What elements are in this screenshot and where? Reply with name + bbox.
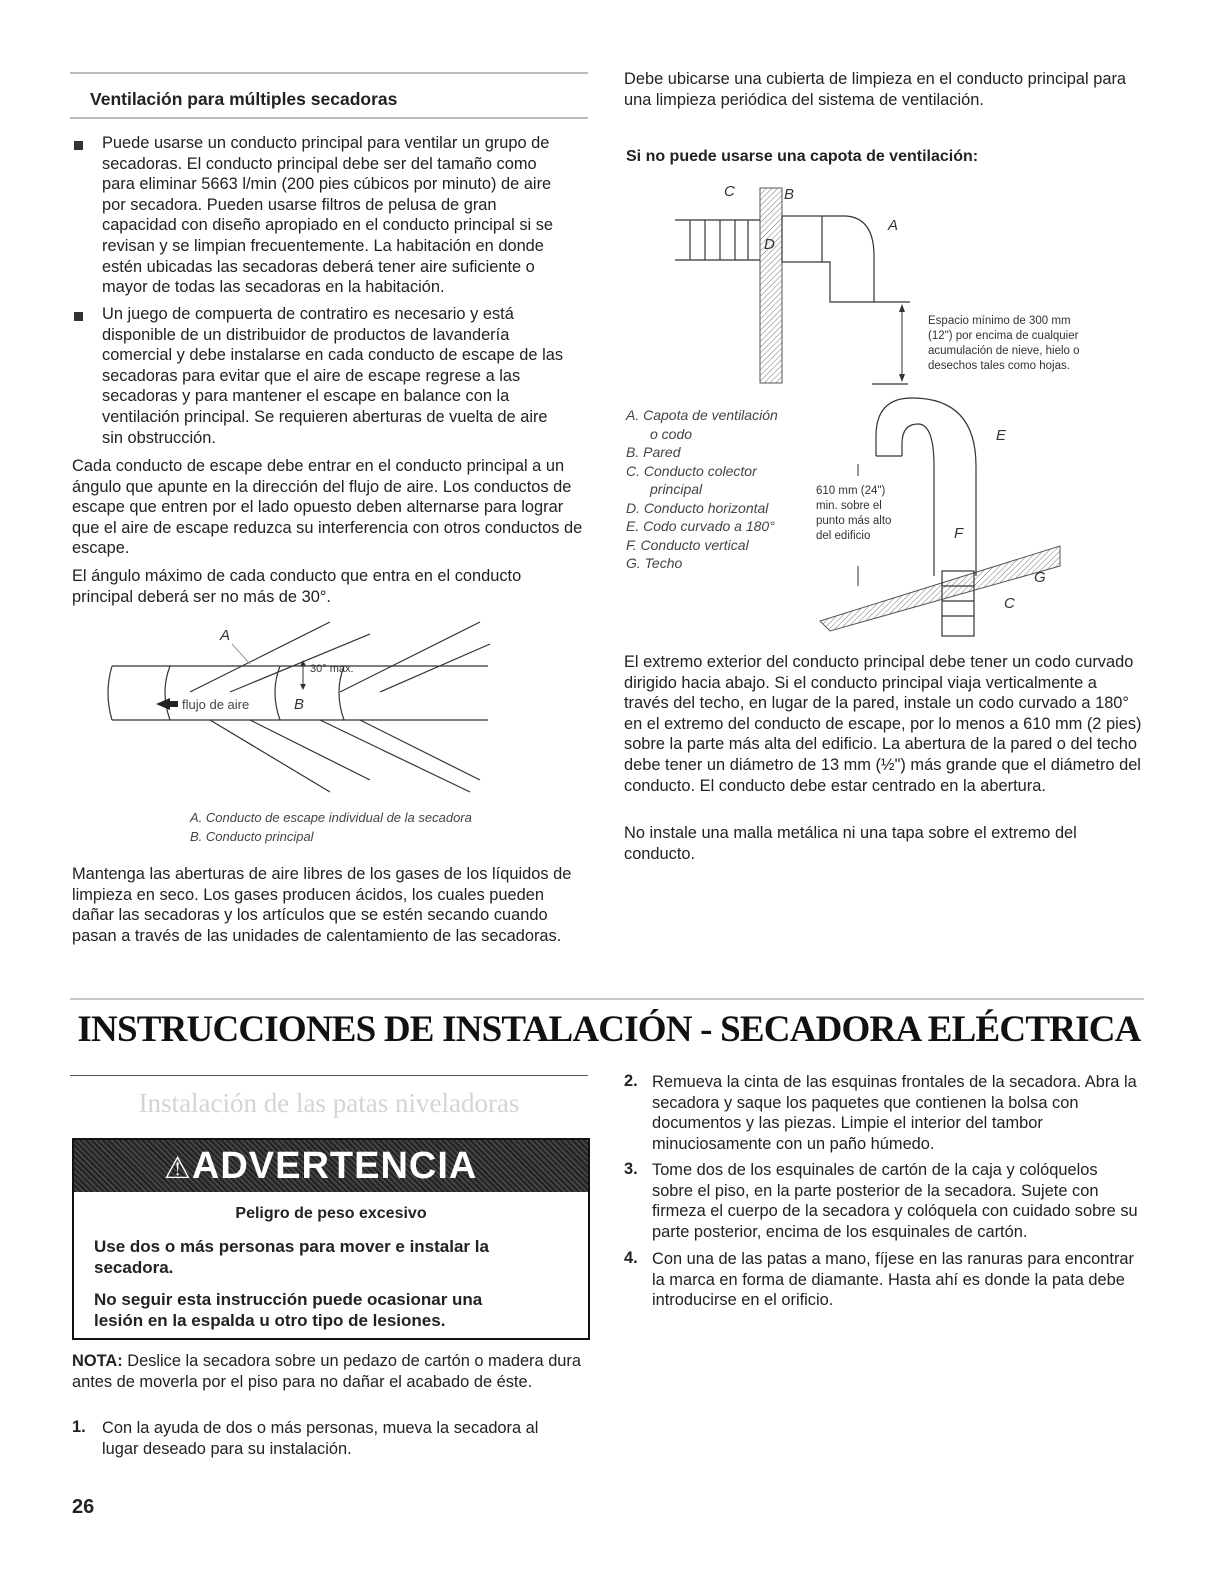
step-text: Con la ayuda de dos o más personas, mueva la secadora al lugar deseado para su instalación. [102, 1419, 539, 1458]
step-text: Remueva la cinta de las esquinas frontales de la secadora. Abra la secadora y saque los paquetes que contienen la bolsa con documentos y las piezas. Limpie el interior del tambor minuciosamente con un paño húmedo. [652, 1073, 1137, 1153]
note2-line: 610 mm (24") [816, 485, 886, 497]
angle-label: 30° max. [310, 663, 354, 675]
legend-item: D. Conducto horizontal [626, 499, 769, 516]
warning-header: ⚠ADVERTENCIA [74, 1140, 588, 1192]
letter-b: B [784, 186, 795, 203]
note1-line: desechos tales como hojas. [928, 360, 1070, 372]
warning-triangle-icon: ⚠ [164, 1152, 192, 1185]
manifold-diagram [100, 612, 500, 832]
section-rule-bottom [70, 117, 588, 119]
letter-e: E [996, 427, 1007, 444]
paragraph: El extremo exterior del conducto principal debe tener un codo curvado dirigido hacia abajo. Si el conducto principal viaja verticalmente a través del techo, en lugar de la pared, instale un codo curvado a 180° en el extremo del conducto de escape, por lo menos a 610 mm (2 pies) sobre la parte más alta del edificio. La abertura de la pared o del techo debe tener un diámetro de 13 mm (½") más grande que el diámetro del conducto. El conducto debe estar centrado en la abertura. [624, 653, 1142, 795]
paragraph: El ángulo máximo de cada conducto que entra en el conducto principal deberá ser no más de 30°. [72, 567, 522, 606]
letter-c: C [724, 183, 735, 200]
paragraph: No instale una malla metálica ni una tapa sobre el extremo del conducto. [624, 824, 1077, 863]
legend [626, 406, 778, 573]
warning-box [72, 1138, 590, 1340]
legend-item: E. Codo curvado a 180° [626, 518, 775, 534]
warning-line1: Use dos o más personas para mover e instalar la secadora. [94, 1237, 489, 1277]
step-number: 4. [624, 1249, 638, 1267]
subsection-rule [70, 1075, 588, 1076]
bullet-marker [74, 141, 83, 150]
main-title: INSTRUCCIONES DE INSTALACIÓN - SECADORA ELÉCTRICA [77, 1009, 1141, 1050]
legend-item: C. Conducto colector [626, 462, 757, 479]
bullet-text-1: Puede usarse un conducto principal para ventilar un grupo de secadoras. El conducto principal debe ser del tamaño como para eliminar 5663 l/min (200 pies cúbicos por minuto) de aire por secadora. Pueden usarse filtros de pelusa de gran capacidad con diseño apropiado en el conducto principal si se revisan y se limpian frecuentemente. La habitación en donde estén ubicadas las secadoras deberá tener aire suficiente o mayor de todas las secadoras en la habitación. [102, 134, 554, 297]
legend-item: B. Pared [626, 444, 681, 460]
section-title: Ventilación para múltiples secadoras [90, 89, 398, 109]
bullet-text-2: Un juego de compuerta de contratiro es necesario y está disponible de un distribuidor de productos de lavandería comercial y debe instalarse en cada conducto de escape de las secadoras para evitar que el aire de escape regrese a las secadoras y para mantener el escape en balance con la ventilación principal. Se requieren aberturas de vuelta de aire sin obstrucción. [102, 305, 564, 447]
diagram-label-b: B [294, 696, 305, 713]
note2-line: min. sobre el [816, 500, 882, 512]
paragraph: Debe ubicarse una cubierta de limpieza en el conducto principal para una limpieza periódica del sistema de ventilación. [624, 70, 1127, 109]
step-number: 1. [72, 1418, 86, 1436]
section-rule-top [70, 72, 588, 74]
step-text: Con una de las patas a mano, fíjese en las ranuras para encontrar la marca en forma de diamante. Hasta ahí es donde la pata debe introducirse en el orificio. [652, 1250, 1134, 1310]
warning-subtitle: Peligro de peso excesivo [235, 1205, 427, 1222]
step-text: Tome dos de los esquinales de cartón de la caja y colóquelos sobre el piso, en la parte posterior de la secadora. Sujete con firmeza el cuerpo de la secadora y colóquela con cuidado sobre su parte posterior, encima de los esquinales de cartón. [652, 1161, 1138, 1241]
letter-d: D [764, 236, 775, 253]
letter-c2: C [1004, 595, 1015, 612]
legend-item: o codo [650, 425, 693, 442]
caption-b: B. Conducto principal [190, 829, 314, 844]
subhead: Si no puede usarse una capota de ventilación: [626, 148, 979, 165]
legend-item: F. Conducto vertical [626, 536, 749, 553]
note1-line: Espacio mínimo de 300 mm [928, 315, 1071, 327]
legend-item: A. Capota de ventilación [626, 407, 778, 423]
flow-label: flujo de aire [182, 697, 250, 712]
legend-item: principal [650, 481, 703, 497]
legend-item: G. Techo [626, 555, 683, 571]
letter-f: F [954, 525, 964, 542]
page-number: 26 [72, 1496, 95, 1518]
nota [72, 1351, 586, 1392]
note2-line: del edificio [816, 530, 871, 542]
bullet-marker [74, 312, 83, 321]
note1-line: acumulación de nieve, hielo o [928, 345, 1080, 357]
title-rule [70, 998, 1144, 1000]
note1-line: (12") por encima de cualquier [928, 330, 1079, 342]
nota-label: NOTA: [72, 1352, 123, 1370]
paragraph: Mantenga las aberturas de aire libres de los gases de los líquidos de limpieza en seco. Los gases producen ácidos, los cuales pueden dañar las secadoras y los artículos que se estén secando cuando pasan a través de las unidades de calentamiento de las secadoras. [72, 865, 572, 945]
caption-a: A. Conducto de escape individual de la secadora [190, 810, 472, 825]
step-number: 3. [624, 1160, 638, 1178]
warning-line2: No seguir esta instrucción puede ocasionar una lesión en la espalda u otro tipo de lesiones. [94, 1290, 483, 1330]
note2-line: punto más alto [816, 515, 892, 527]
letter-a: A [888, 217, 899, 234]
diagram-label-a: A [220, 627, 231, 644]
nota-text: Deslice la secadora sobre un pedazo de cartón o madera dura antes de moverla por el piso para no dañar el acabado de éste. [72, 1352, 581, 1391]
step-number: 2. [624, 1072, 638, 1090]
letter-g: G [1034, 569, 1046, 586]
subsection-title: Instalación de las patas niveladoras [138, 1088, 520, 1118]
paragraph: Cada conducto de escape debe entrar en el conducto principal a un ángulo que apunte en la dirección del flujo de aire. Los conductos de escape que entren por el lado opuesto deben alternarse para lograr que el aire de escape reduzca su interferencia con otros conductos de escape. [72, 457, 583, 558]
